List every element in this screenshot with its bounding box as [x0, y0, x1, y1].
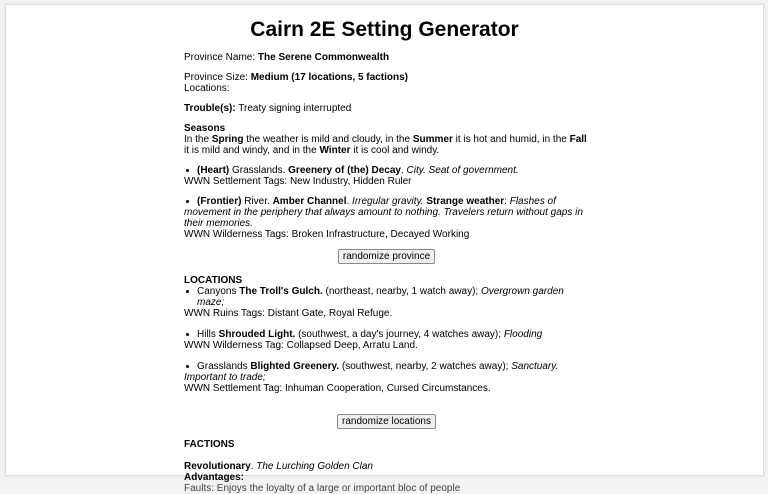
randomize-province-button[interactable]: randomize province	[338, 249, 435, 264]
key-location-heart-tags: WWN Settlement Tags: New Industry, Hidden Ruler	[184, 176, 412, 187]
location-item: Hills Shrouded Light. (southwest, a day's journey, 4 watches away); Flooding	[184, 329, 589, 340]
province-name-value: The Serene Commonwealth	[257, 52, 390, 63]
key-location-heart: (Heart) Grasslands. Greenery of (the) Decay. City. Seat of government.	[184, 165, 589, 176]
faction-partial-line: Faults: Enjoys the loyalty of a large or important bloc of people	[184, 483, 461, 494]
locations-heading: LOCATIONS	[184, 275, 243, 286]
randomize-locations-button[interactable]: randomize locations	[337, 414, 436, 429]
location-item-tags: WWN Settlement Tag: Inhuman Cooperation, Cursed Circumstances.	[184, 383, 491, 394]
location-item: Canyons The Troll's Gulch. (northeast, nearby, 1 watch away); Overgrown garden maze;	[184, 286, 589, 308]
faction-item: Revolutionary. The Lurching Golden Clan	[184, 461, 373, 472]
page-panel	[5, 4, 764, 494]
province-name: Province Name: The Serene Commonwealth	[184, 52, 390, 63]
province-trouble: Trouble(s): Treaty signing interrupted	[184, 103, 352, 114]
page-title: Cairn 2E Setting Generator	[250, 18, 519, 41]
seasons-heading: Seasons	[184, 123, 226, 134]
factions-heading: FACTIONS	[184, 439, 235, 450]
location-item-tags: WWN Ruins Tags: Distant Gate, Royal Refuge.	[184, 308, 393, 319]
seasons-description: In the Spring the weather is mild and cloudy, in the Summer it is hot and humid, in the Fall it is mild and windy, and in the Winter it is cool and windy.	[184, 134, 587, 156]
location-item: Grasslands Blighted Greenery. (southwest, nearby, 2 watches away); Sanctuary. Important to trade;	[184, 361, 589, 383]
key-location-frontier: (Frontier) River. Amber Channel. Irregular gravity. Strange weather: Flashes of movement in the periphery that always amount to nothing. Travelers return without gaps in their memories.	[184, 196, 589, 229]
province-locations-label: Locations:	[184, 83, 230, 94]
faction-advantages-label: Advantages:	[184, 472, 245, 483]
faction-name: The Lurching Golden Clan	[256, 461, 373, 472]
location-item-tags: WWN Wilderness Tag: Collapsed Deep, Arratu Land.	[184, 340, 418, 351]
province-size-value: Medium (17 locations, 5 factions)	[250, 72, 408, 83]
province-size: Province Size: Medium (17 locations, 5 factions)	[184, 72, 408, 83]
key-location-frontier-tags: WWN Wilderness Tags: Broken Infrastructure, Decayed Working	[184, 229, 470, 240]
trouble-value: Treaty signing interrupted	[235, 103, 352, 114]
generator-content	[184, 52, 589, 494]
